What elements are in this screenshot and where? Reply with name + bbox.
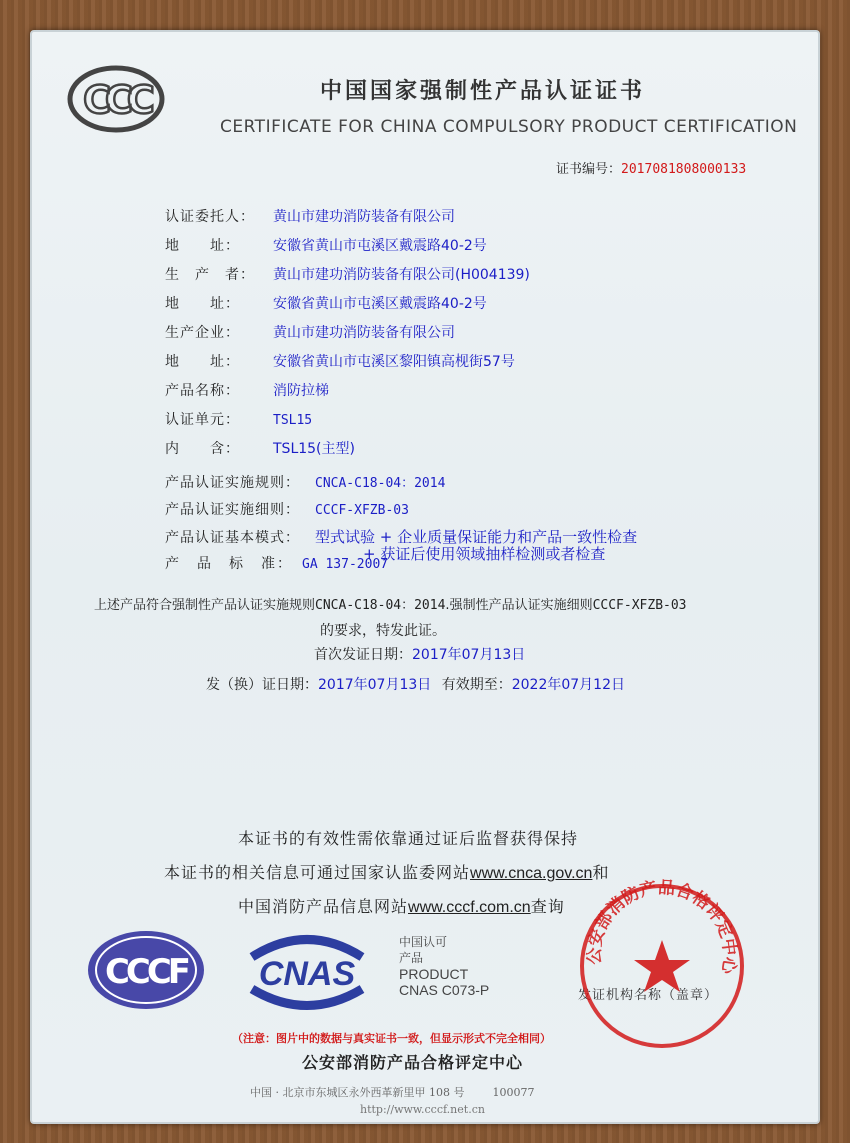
field-label: 生产企业： [165, 325, 240, 341]
impl-rule-value: CNCA-C18-04：2014 [315, 476, 446, 491]
issuer-org-name: 公安部消防产品合格评定中心 [302, 1053, 524, 1072]
field-row [165, 322, 530, 351]
reissue-date: 2017年07月13日 [318, 677, 432, 693]
field-label: 地 址： [165, 296, 240, 312]
field-label: 地 址： [165, 238, 240, 254]
field-row [165, 438, 530, 467]
field-list [165, 206, 530, 467]
first-issue-label: 首次发证日期： [314, 647, 412, 663]
field-row [165, 351, 530, 380]
svg-text:CCC: CCC [83, 78, 149, 122]
field-value: 安徽省黄山市屯溪区戴震路40-2号 [273, 238, 487, 254]
impl-rule-label: 产品认证实施规则： [165, 475, 300, 491]
certificate-paper [30, 30, 820, 1124]
field-value: 黄山市建功消防装备有限公司(H004139) [273, 267, 530, 283]
issuer-website[interactable]: http://www.cccf.net.cn [360, 1103, 485, 1116]
ccc-logo [66, 64, 166, 134]
cnas-caption: 中国认可 产品 PRODUCT CNAS C073-P [399, 935, 490, 998]
statement-text-a: 上述产品符合强制性产品认证实施规则 [94, 598, 316, 613]
field-label: 认证单元： [165, 412, 240, 428]
field-label: 内 含： [165, 441, 240, 457]
statement-line-2: 的要求，特发此证。 [320, 623, 446, 639]
standard-value: GA 137-2007 [302, 557, 389, 572]
title-cn: 中国国家强制性产品认证证书 [320, 79, 646, 104]
field-row [165, 293, 530, 322]
cccf-link[interactable]: www.cccf.com.cn [408, 899, 531, 916]
field-row [165, 235, 530, 264]
mode-line-1: 型式试验 + 企业质量保证能力和产品一致性检查 [315, 528, 638, 546]
field-row [165, 206, 530, 235]
field-value: TSL15 [273, 413, 313, 428]
field-value: 黄山市建功消防装备有限公司 [273, 209, 455, 225]
cert-number: 2017081808000133 [621, 162, 747, 177]
field-row [165, 264, 530, 293]
impl-detail-value: CCCF-XFZB-03 [315, 503, 409, 518]
svg-text:公安部消防产品合格评定中心: 公安部消防产品合格评定中心 [584, 877, 740, 976]
standard-label: 产 品 标 准： [165, 556, 293, 572]
statement-line-1: 上述产品符合强制性产品认证实施规则CNCA-C18-04：2014.强制性产品认证实施细则CCCF-XFZB-03 [94, 598, 687, 613]
cert-number-row [556, 158, 746, 177]
valid-date: 2022年07月12日 [511, 677, 625, 693]
cnas-logo [232, 927, 382, 1017]
issuer-address: 中国 · 北京市东城区永外西革新里甲 108 号 100077 [250, 1086, 535, 1099]
reissue-row [206, 674, 625, 694]
statement-text-c: 强制性产品认证实施细则 [449, 598, 593, 613]
field-label: 地 址： [165, 354, 240, 370]
disclaimer-note: （注意：图片中的数据与真实证书一致，但显示形式不完全相同） [232, 1032, 551, 1045]
impl-detail-label: 产品认证实施细则： [165, 502, 300, 518]
field-value: 黄山市建功消防装备有限公司 [273, 325, 455, 341]
statement-rule: CNCA-C18-04：2014 [315, 598, 446, 613]
field-value: 安徽省黄山市屯溪区戴震路40-2号 [273, 296, 487, 312]
first-issue-date: 2017年07月13日 [412, 647, 526, 663]
notice-line-3: 中国消防产品信息网站www.cccf.com.cn查询 [238, 897, 565, 916]
cccf-logo [86, 929, 206, 1011]
field-value: 安徽省黄山市屯溪区黎阳镇高枧街57号 [273, 354, 515, 370]
svg-text:CNAS: CNAS [258, 955, 356, 993]
notice-line-2: 本证书的相关信息可通过国家认监委网站www.cnca.gov.cn和 [164, 863, 610, 882]
first-issue-row [314, 644, 525, 664]
cnca-link[interactable]: www.cnca.gov.cn [470, 865, 593, 882]
statement-detail: CCCF-XFZB-03 [592, 598, 687, 613]
notice-line-1: 本证书的有效性需依靠通过证后监督获得保持 [238, 829, 579, 848]
reissue-label: 发（换）证日期： [206, 677, 318, 693]
title-en: CERTIFICATE FOR CHINA COMPULSORY PRODUCT CERTIFICATION [220, 117, 798, 137]
field-value: 消防拉梯 [273, 383, 329, 399]
mode-line-2: + 获证后使用领域抽样检测或者检查 [363, 545, 606, 563]
valid-label: 有效期至： [441, 677, 512, 693]
seal-star-icon [634, 940, 690, 992]
rules-block [165, 472, 637, 575]
field-value: TSL15(主型) [273, 441, 355, 457]
field-row [165, 380, 530, 409]
official-seal [572, 876, 752, 1056]
cert-number-label: 证书编号： [556, 162, 622, 177]
svg-text:CCCF: CCCF [104, 952, 188, 992]
field-label: 认证委托人： [165, 209, 255, 225]
issuer-label: 发证机构名称（盖章） [578, 988, 719, 1003]
field-label: 产品名称： [165, 383, 240, 399]
mode-label: 产品认证基本模式： [165, 530, 300, 546]
field-row [165, 409, 530, 438]
field-label: 生 产 者： [165, 267, 255, 283]
